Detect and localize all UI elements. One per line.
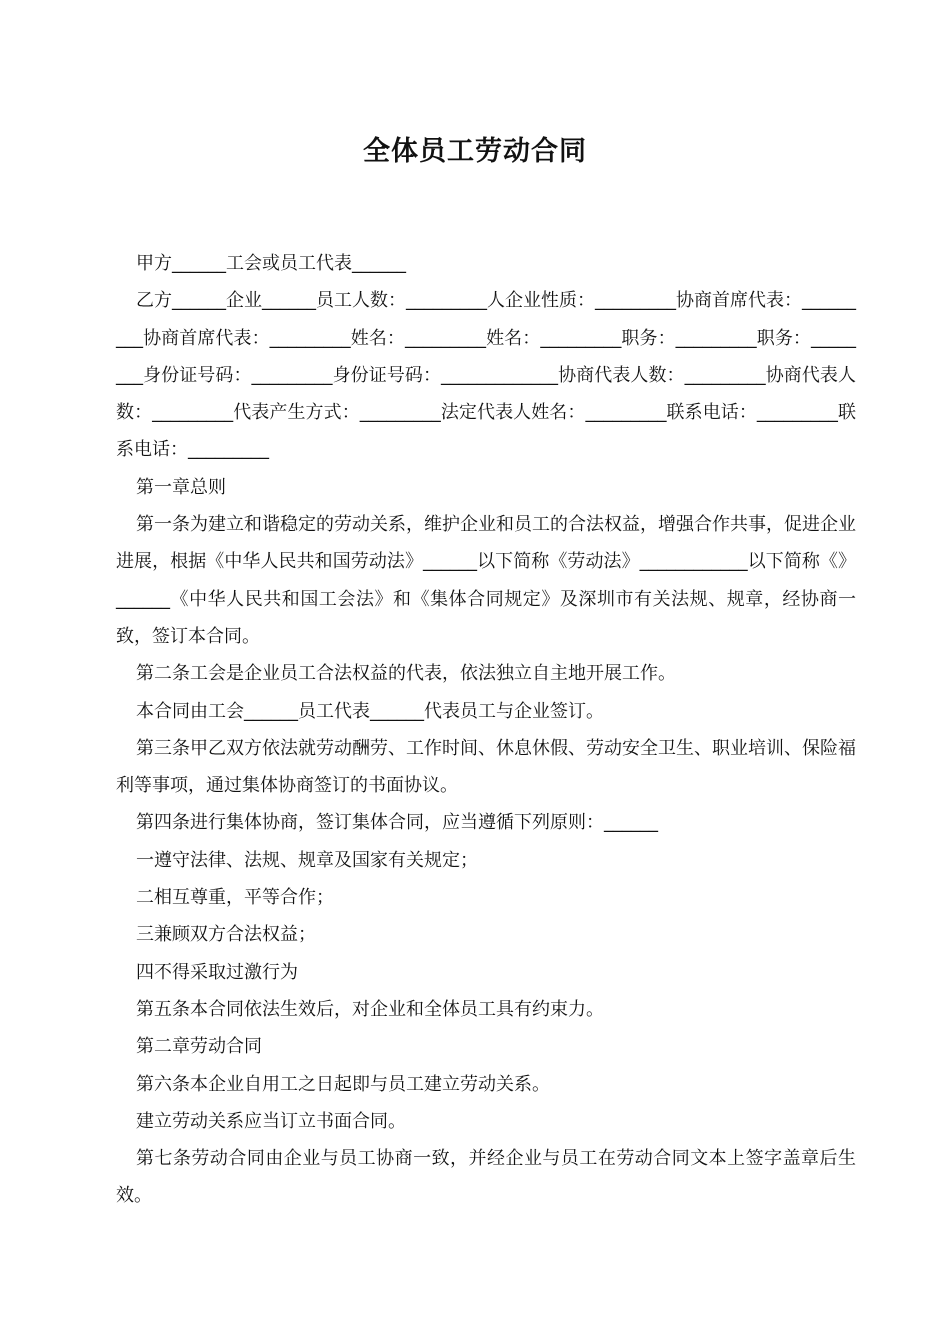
article-paragraph: 第五条本合同依法生效后，对企业和全体员工具有约束力。 — [136, 998, 604, 1020]
body-paragraph: 建立劳动关系应当订立书面合同。 — [136, 1110, 406, 1132]
article-paragraph: 第六条本企业自用工之日起即与员工建立劳动关系。 — [136, 1073, 550, 1095]
article-paragraph: 第七条劳动合同由企业与员工协商一致，并经企业与员工在劳动合同文本上签字盖章后生效。 — [116, 1148, 856, 1207]
document-title: 全体员工劳动合同 — [363, 136, 587, 167]
article-paragraph: 第一条为建立和谐稳定的劳动关系，维护企业和员工的合法权益，增强合作共事，促进企业进展，根据《中华人民共和国劳动法》______以下简称《劳动法》____________以下简称《》______《中华人民共和国工会法》和《集体合同规定》及深圳市有关法规、规章，经协商一致，签订本合同。 — [116, 514, 856, 647]
principle-item: 四不得采取过激行为 — [136, 961, 298, 983]
principle-item: 一遵守法律、法规、规章及国家有关规定； — [136, 849, 478, 871]
document-body — [116, 245, 856, 1215]
chapter-heading: 第一章总则 — [136, 476, 226, 498]
body-paragraph: 本合同由工会______员工代表______代表员工与企业签订。 — [136, 700, 604, 722]
article-paragraph: 第四条进行集体协商，签订集体合同，应当遵循下列原则：______ — [136, 812, 658, 834]
article-paragraph: 第二条工会是企业员工合法权益的代表，依法独立自主地开展工作。 — [136, 663, 676, 685]
chapter-heading: 第二章劳动合同 — [136, 1036, 262, 1058]
principle-item: 二相互尊重，平等合作； — [136, 887, 334, 909]
article-paragraph: 第三条甲乙双方依法就劳动酬劳、工作时间、休息休假、劳动安全卫生、职业培训、保险福利等事项，通过集体协商签订的书面协议。 — [116, 737, 856, 797]
principle-item: 三兼顾双方合法权益； — [136, 924, 316, 946]
party-a-line: 甲方______工会或员工代表______ — [136, 253, 406, 274]
party-b-info: 乙方______企业______员工人数：_________人企业性质：_________协商首席代表：_________协商首席代表：_________姓名：_________姓名：_________职务：_________职务：________身份证号码：_________身份证号码：_____________协商代表人数：_________协商代表人数：_________代表产生方式：_________法定代表人姓名：_________联系电话：_________联系电话：_________ — [116, 290, 856, 461]
